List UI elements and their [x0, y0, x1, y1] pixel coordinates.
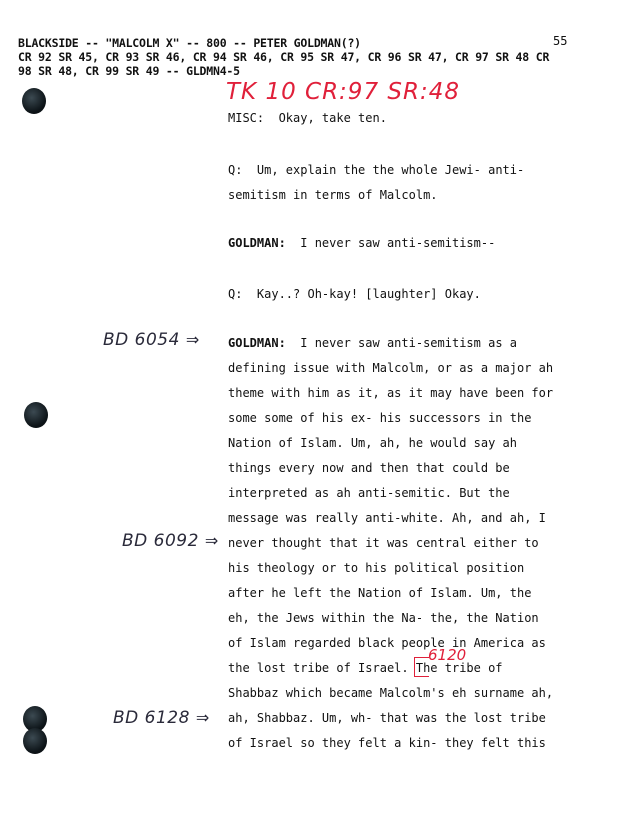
speaker-label: MISC:: [228, 111, 265, 125]
line-text: I never saw anti-semitism as a: [300, 336, 517, 350]
header-title-line: BLACKSIDE -- "MALCOLM X" -- 800 -- PETER GOLDMAN(?): [18, 36, 361, 50]
transcript-line: some some of his ex- his successors in the: [228, 411, 532, 425]
binder-hole-bottom-lower: [23, 728, 47, 754]
line-text: I never saw anti-semitism--: [300, 236, 496, 250]
transcript-line: message was really anti-white. Ah, and ah, I: [228, 511, 546, 525]
transcript-line: Nation of Islam. Um, ah, he would say ah: [228, 436, 517, 450]
transcript-line: interpreted as ah anti-semitic. But the: [228, 486, 510, 500]
transcript-block-q2: [228, 286, 628, 311]
margin-note-2: [122, 531, 219, 551]
speaker-label: Q:: [228, 287, 243, 301]
speaker-label: Q:: [228, 163, 243, 177]
handwritten-tape-note: TK 10 CR:97 SR:48: [226, 79, 460, 105]
transcript-line: defining issue with Malcolm, or as a major ah: [228, 361, 554, 375]
page-number: 55: [553, 34, 568, 48]
transcript-line: after he left the Nation of Islam. Um, the: [228, 586, 532, 600]
line-text: Okay, take ten.: [278, 111, 387, 125]
arrow-icon: ⇒: [185, 330, 200, 349]
transcript-line: semitism in terms of Malcolm.: [228, 188, 438, 202]
transcript-line: the lost tribe of Israel. The tribe of: [228, 661, 503, 675]
transcript-line: [228, 335, 628, 360]
transcript-line: [228, 110, 628, 135]
transcript-line: things every now and then that could be: [228, 461, 510, 475]
header-reel-line-1: CR 92 SR 45, CR 93 SR 46, CR 94 SR 46, CR 95 SR 47, CR 96 SR 47, CR 97 SR 48 CR: [18, 50, 550, 64]
header-reel-line-2: 98 SR 48, CR 99 SR 49 -- GLDMN4-5: [18, 64, 240, 78]
arrow-icon: ⇒: [204, 531, 219, 550]
transcript-line: of Israel so they felt a kin- they felt this: [228, 736, 546, 750]
transcript-line: [228, 286, 628, 311]
binder-hole-middle: [24, 402, 48, 428]
margin-note-3: [113, 708, 210, 728]
transcript-line: theme with him as it, as it may have been for: [228, 386, 554, 400]
transcript-line: his theology or to his political position: [228, 561, 525, 575]
margin-note-label: BD 6092: [122, 531, 199, 551]
binder-hole-top: [22, 88, 46, 114]
transcript-block-q1: [228, 162, 628, 212]
arrow-icon: ⇒: [195, 708, 210, 727]
margin-note-1: [103, 330, 200, 350]
speaker-label: GOLDMAN:: [228, 236, 286, 250]
transcript-line: ah, Shabbaz. Um, wh- that was the lost tribe: [228, 711, 546, 725]
bracket-note: 6120: [428, 646, 467, 664]
transcript-block-goldman1: [228, 235, 628, 260]
document-header: [18, 36, 618, 78]
line-text: Um, explain the the whole Jewi- anti-: [256, 163, 525, 177]
transcript-line: [228, 235, 628, 260]
transcript-block-goldman2: [228, 335, 628, 760]
transcript-line: never thought that it was central either to: [228, 536, 539, 550]
margin-note-label: BD 6054: [103, 330, 180, 350]
transcript-line: Shabbaz which became Malcolm's eh surname ah,: [228, 686, 554, 700]
transcript-line: [228, 162, 628, 187]
transcript-line: of Islam regarded black people in America as: [228, 636, 546, 650]
margin-note-label: BD 6128: [113, 708, 190, 728]
transcript-line: eh, the Jews within the Na- the, the Nation: [228, 611, 539, 625]
line-text: Kay..? Oh-kay! [laughter] Okay.: [256, 287, 481, 301]
speaker-label: GOLDMAN:: [228, 336, 286, 350]
transcript-block-misc: [228, 110, 628, 135]
